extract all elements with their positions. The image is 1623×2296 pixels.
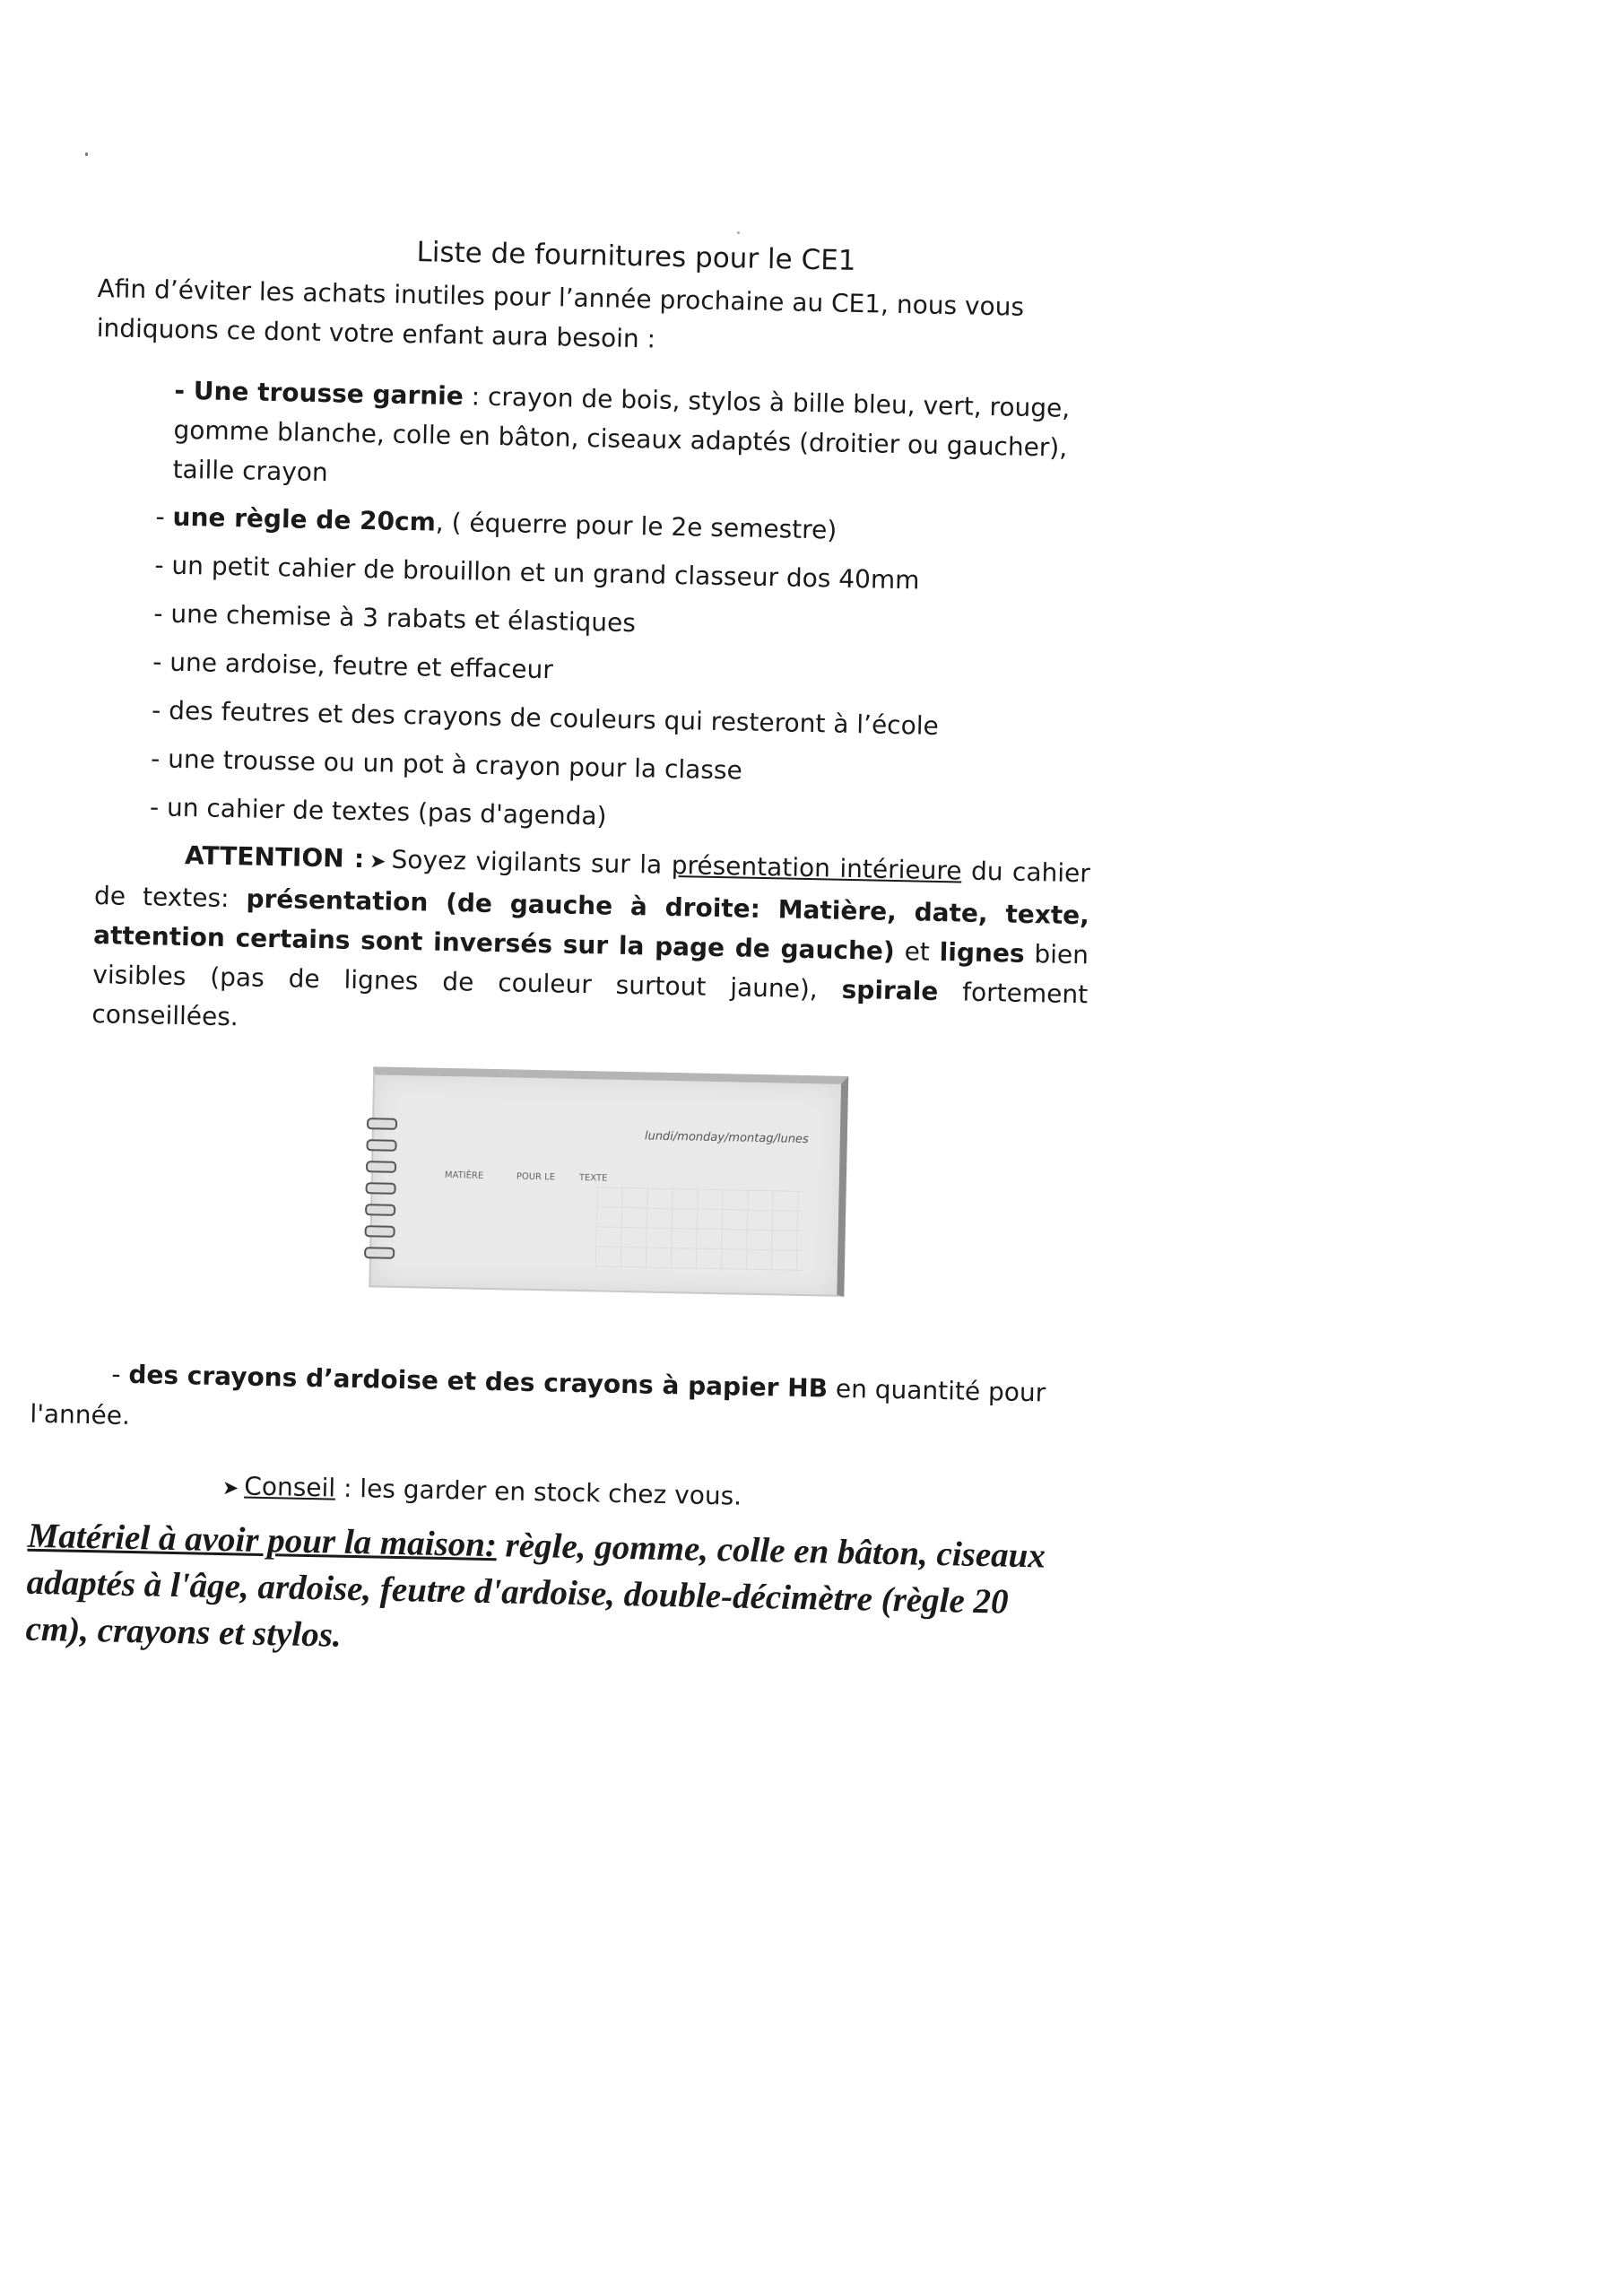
spiral-ring-icon — [365, 1204, 395, 1216]
notebook-column-label: POUR LE — [516, 1171, 556, 1183]
item-prefix: - — [155, 501, 173, 532]
notebook-image — [369, 1066, 848, 1297]
maison-text: règle, gomme, colle en bâton, ciseaux adaptés à l'âge, ardoise, feutre d'ardoise, double-décimètre (règle 20 cm), crayons et stylos. — [25, 1526, 1046, 1655]
attention-text: fortement conseillées. — [91, 977, 1089, 1032]
maison-paragraph — [25, 1513, 1086, 1674]
spiral-ring-icon — [365, 1182, 395, 1195]
attention-bold: spirale — [841, 974, 939, 1006]
arrow-icon: ➤ — [369, 850, 386, 874]
notebook-day-label: lundi/monday/montag/lunes — [644, 1129, 809, 1147]
item-bold: - Une trousse garnie — [174, 375, 464, 412]
crayons-bold: des crayons d’ardoise et des crayons à papier HB — [128, 1359, 829, 1404]
attention-label — [95, 839, 392, 874]
supplies-list — [42, 369, 1109, 848]
list-item: - un cahier de textes (pas d'agenda) — [149, 792, 607, 831]
page-title: Liste de fournitures pour le CE1 — [416, 236, 856, 277]
crayons-text: en quantité pour l'année. — [30, 1373, 1046, 1431]
attention-label-text: ATTENTION : — [184, 840, 365, 874]
spiral-ring-icon — [366, 1161, 396, 1173]
spiral-ring-icon — [367, 1118, 397, 1130]
attention-text: bien visibles (pas de lignes de couleur surtout jaune), — [91, 939, 1089, 1004]
spiral-ring-icon — [366, 1139, 396, 1152]
attention-paragraph — [38, 833, 1099, 1055]
spiral-ring-icon — [365, 1225, 395, 1238]
list-item: - une trousse ou un pot à crayon pour la classe — [150, 744, 743, 786]
maison-label: Matériel à avoir pour la maison: — [27, 1516, 498, 1565]
list-item — [156, 370, 1108, 508]
attention-bold: présentation (de gauche à droite: Matière, date, texte, attention certains sont inversés sur la page de gauche) — [92, 883, 1090, 966]
spiral-ring-icon — [364, 1247, 395, 1259]
item-text: : crayon de bois, stylos à bille bleu, vert, rouge, gomme blanche, colle en bâton, ciseaux adaptés (droitier ou gaucher), taille crayon — [172, 381, 1071, 488]
notebook-column-label: MATIÈRE — [444, 1170, 484, 1181]
conseil-text: : les garder en stock chez vous. — [334, 1473, 742, 1511]
crayons-paragraph — [30, 1352, 1089, 1457]
attention-text: et — [904, 936, 931, 967]
list-item: - un petit cahier de brouillon et un grand classeur dos 40mm — [154, 550, 920, 596]
attention-underline: présentation intérieure — [671, 849, 962, 886]
notebook-grid — [595, 1187, 803, 1272]
attention-text: Soyez vigilants sur la — [391, 844, 663, 880]
intro-paragraph: Afin d’éviter les achats inutiles pour l’année prochaine au CE1, nous vous indiquons ce dont votre enfant aura besoin : — [96, 273, 1025, 354]
scan-speck — [737, 231, 740, 234]
conseil-label: Conseil — [244, 1471, 336, 1503]
document-content — [25, 229, 1112, 1674]
notebook-column-label: TEXTE — [578, 1172, 608, 1184]
scan-speck — [85, 152, 88, 156]
list-item: - une chemise à 3 rabats et élastiques — [153, 598, 637, 639]
item-bold: une règle de 20cm — [172, 501, 437, 537]
crayons-prefix: - — [111, 1359, 129, 1389]
conseil-line — [29, 1467, 1087, 1518]
list-item: - une ardoise, feutre et effaceur — [152, 647, 554, 685]
list-item: - des feutres et des crayons de couleurs qui resteront à l’école — [151, 695, 940, 741]
arrow-icon: ➤ — [221, 1477, 239, 1500]
item-text: , ( équerre pour le 2e semestre) — [435, 507, 838, 545]
attention-text: du cahier de textes: — [93, 856, 1091, 914]
attention-bold: lignes — [939, 936, 1025, 969]
